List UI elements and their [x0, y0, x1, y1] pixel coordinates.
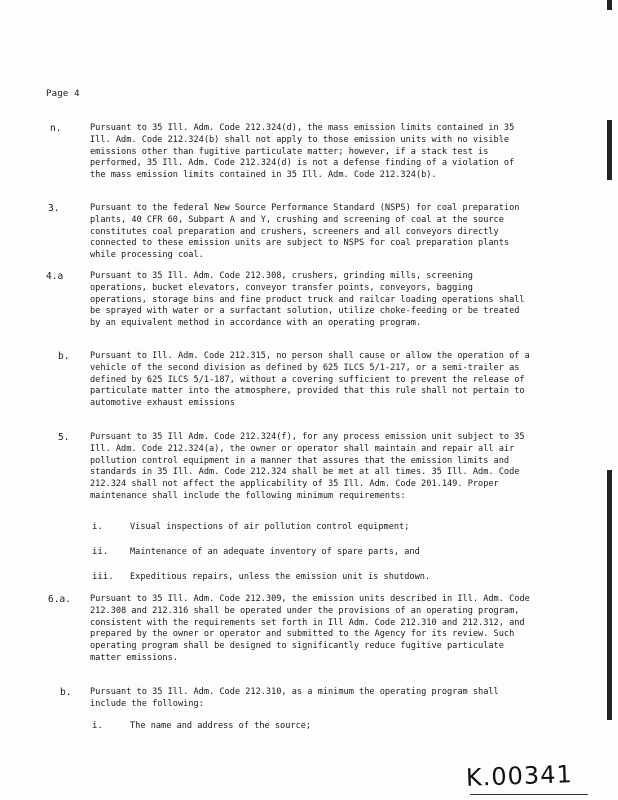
paragraph-text: Pursuant to the federal New Source Performance Standard (NSPS) for coal preparation plants, 40 CFR 60, Subpart A and Y, crushing and screening of coal at the source constitutes coal preparation and crushers, screeners and all conveyors directly connected to these emission units are subject to NSPS for coal preparation plants while processing coal.	[90, 203, 520, 261]
list-item-text: Expeditious repairs, unless the emission unit is shutdown.	[130, 572, 431, 582]
scan-edge-mark	[607, 120, 612, 180]
paragraph-text: Pursuant to 35 Ill. Adm. Code 212.324(d), the mass emission limits contained in 35 Ill. Adm. Code 212.324(b) shall not apply to those emission units with no visible emissions other than fugitive particulate matter; however, if a stack test is performed, 35 Ill. Adm. Code 212.324(d) is not a defense finding of a violation of the mass emission limits contained in 35 Ill. Adm. Code 212.324(b).	[90, 123, 515, 181]
list-item-label: i.	[92, 522, 103, 532]
scan-edge-mark	[607, 470, 612, 720]
paragraph-text: Pursuant to Ill. Adm. Code 212.315, no person shall cause or allow the operation of a vehicle of the second division as defined by 625 ILCS 5/1-217, or a semi-trailer as defined by 625 ILCS 5/1-187, without a covering sufficient to prevent the release of particulate matter into the atmosphere, provided that this rule shall not pertain to automotive exhaust emissions	[90, 351, 530, 409]
paragraph-label: 4.a	[46, 271, 64, 282]
paragraph-text: Pursuant to 35 Ill. Adm. Code 212.308, crushers, grinding mills, screening operations, bucket elevators, conveyor transfer points, conveyors, bagging operations, storage bins and fine product truck and railcar loading operations shall be sprayed with water or a surfactant solution, utilize choke-feeding or be treated by an equivalent method in accordance with an operating program.	[90, 271, 525, 329]
paragraph-label: 5.	[58, 432, 70, 443]
list-item-text: Visual inspections of air pollution control equipment;	[130, 522, 410, 532]
paragraph-label: 3.	[48, 203, 60, 214]
list-item-text: The name and address of the source;	[130, 721, 312, 731]
paragraph-text: Pursuant to 35 Ill. Adm. Code 212.309, the emission units described in Ill. Adm. Code 212.308 and 212.316 shall be operated under the provisions of an operating program, consistent with the requirements set forth in Ill Adm. Code 212.310 and 212.312, and prepared by the owner or operator and submitted to the Agency for its review. Such operating program shall be designed to significantly reduce fugitive particulate matter emissions.	[90, 594, 530, 663]
stamp-underline	[470, 794, 588, 795]
list-item-text: Maintenance of an adequate inventory of spare parts, and	[130, 547, 420, 557]
paragraph-label: 6.a.	[48, 594, 71, 605]
document-id-stamp: K.00341	[465, 760, 574, 792]
paragraph-text: Pursuant to 35 Ill. Adm. Code 212.310, as a minimum the operating program shall include the following:	[90, 687, 499, 709]
paragraph-text: Pursuant to 35 Ill Adm. Code 212.324(f), for any process emission unit subject to 35 Ill. Adm. Code 212.324(a), the owner or operator shall maintain and repair all air pollution control equipment in a manner that assures that the emission limits and standards in 35 Ill. Adm. Code 212.324 shall be met at all times. 35 Ill. Adm. Code 212.324 shall not affect the applicability of 35 Ill. Adm. Code 201.149. Proper maintenance shall include the following minimum requirements:	[90, 432, 525, 501]
paragraph-label: n.	[50, 123, 62, 134]
paragraph-label: b.	[60, 687, 72, 698]
scan-edge-mark	[607, 0, 612, 10]
page-number-header: Page 4	[46, 89, 80, 99]
list-item-label: i.	[92, 721, 103, 731]
list-item-label: iii.	[92, 572, 114, 582]
paragraph-label: b.	[58, 351, 70, 362]
list-item-label: ii.	[92, 547, 109, 557]
